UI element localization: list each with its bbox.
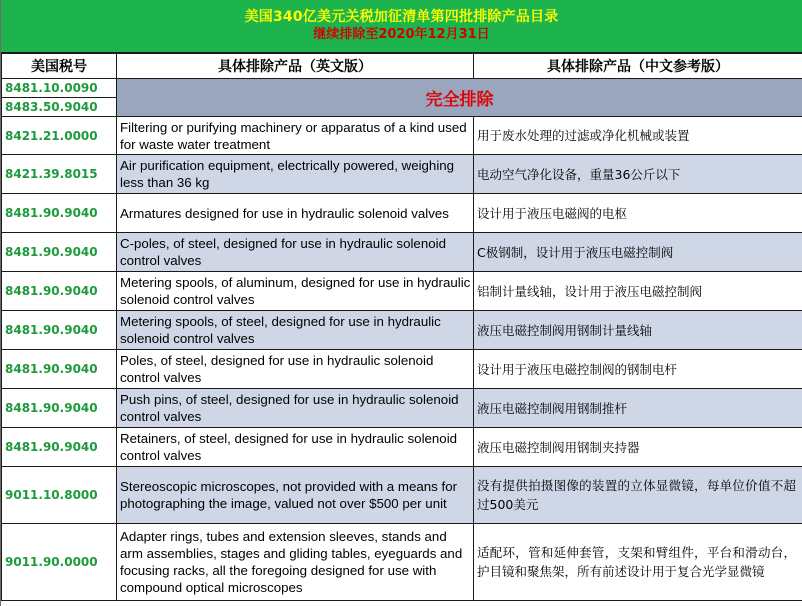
table-row [2,194,802,233]
product-english: Air purification equipment, electrically powered, weighing less than 36 kg [117,155,474,194]
table-header-row [2,54,802,79]
table-row [2,524,802,601]
table-row [2,155,802,194]
product-chinese: 用于废水处理的过滤或净化机械或装置 [474,117,802,155]
table-row [2,311,802,350]
product-english: Armatures designed for use in hydraulic solenoid valves [117,194,474,233]
product-english: Retainers, of steel, designed for use in hydraulic solenoid control valves [117,428,474,467]
tariff-code: 8481.10.0090 [2,79,117,98]
tariff-code: 8481.90.9040 [2,389,117,428]
tariff-code: 8481.90.9040 [2,272,117,311]
header-english-product: 具体排除产品（英文版） [117,54,474,79]
tariff-code: 8481.90.9040 [2,233,117,272]
product-chinese: 设计用于液压电磁阀的电枢 [474,194,802,233]
tariff-code: 8421.21.0000 [2,117,117,155]
product-chinese: 液压电磁控制阀用钢制夹持器 [474,428,802,467]
table-row [2,272,802,311]
tariff-code: 8481.90.9040 [2,350,117,389]
tariff-code: 9011.90.0000 [2,524,117,601]
tariff-code: 9011.10.8000 [2,467,117,524]
full-exclusion-row [2,79,802,98]
product-english: Push pins, of steel, designed for use in hydraulic solenoid control valves [117,389,474,428]
product-english: C-poles, of steel, designed for use in hydraulic solenoid control valves [117,233,474,272]
table-row [2,467,802,524]
product-english: Adapter rings, tubes and extension sleeves, stands and arm assemblies, stages and gliding tables, eyeguards and focusing racks, all the foregoing designed for use with compound optical microscopes [117,524,474,601]
product-chinese: 铝制计量线轴，设计用于液压电磁控制阀 [474,272,802,311]
title-banner [1,0,802,53]
product-chinese: 没有提供拍摄图像的装置的立体显微镜，每单位价值不超过500美元 [474,467,802,524]
product-chinese: 设计用于液压电磁控制阀的钢制电杆 [474,350,802,389]
tariff-code: 8481.90.9040 [2,194,117,233]
table-row [2,350,802,389]
tariff-code: 8421.39.8015 [2,155,117,194]
table-row [2,233,802,272]
product-chinese: C极钢制，设计用于液压电磁控制阀 [474,233,802,272]
tariff-code: 8481.90.9040 [2,428,117,467]
product-chinese: 液压电磁控制阀用钢制计量线轴 [474,311,802,350]
product-english: Poles, of steel, designed for use in hydraulic solenoid control valves [117,350,474,389]
full-exclusion-label: 完全排除 [117,79,802,117]
table-row [2,389,802,428]
product-chinese: 适配环，管和延伸套管，支架和臂组件，平台和滑动台，护目镜和聚焦架，所有前述设计用于复合光学显微镜 [474,524,802,601]
product-english: Filtering or purifying machinery or apparatus of a kind used for waste water treatment [117,117,474,155]
exclusion-table [1,53,802,601]
page-subtitle: 继续排除至2020年12月31日 [313,27,490,42]
product-chinese: 液压电磁控制阀用钢制推杆 [474,389,802,428]
product-english: Metering spools, of steel, designed for use in hydraulic solenoid control valves [117,311,474,350]
product-english: Stereoscopic microscopes, not provided with a means for photographing the image, valued not over $500 per unit [117,467,474,524]
product-english: Metering spools, of aluminum, designed for use in hydraulic solenoid control valves [117,272,474,311]
header-chinese-product: 具体排除产品（中文参考版） [474,54,802,79]
page-title: 美国340亿美元关税加征清单第四批排除产品目录 [244,9,559,25]
table-row [2,428,802,467]
product-chinese: 电动空气净化设备，重量36公斤以下 [474,155,802,194]
header-tariff-code: 美国税号 [2,54,117,79]
tariff-code: 8483.50.9040 [2,98,117,117]
tariff-code: 8481.90.9040 [2,311,117,350]
table-row [2,117,802,155]
